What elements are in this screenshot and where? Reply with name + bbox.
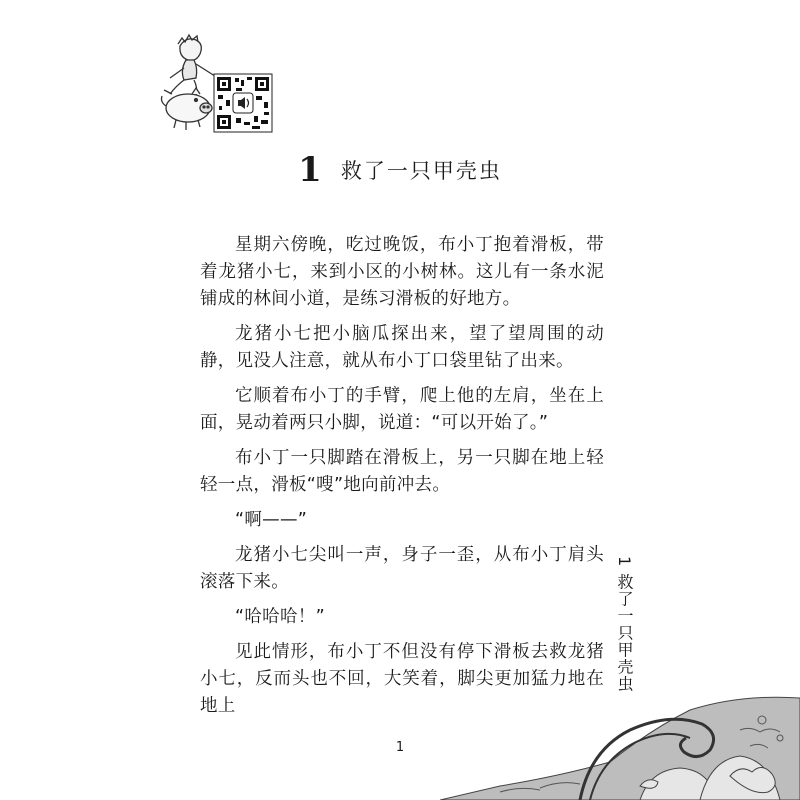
chapter-heading bbox=[0, 150, 800, 190]
qr-code-icon[interactable] bbox=[214, 74, 272, 132]
body-text bbox=[200, 232, 604, 728]
header-illustration bbox=[140, 28, 290, 138]
paragraph: 龙猪小七把小脑瓜探出来，望了望周围的动静，见没人注意，就从布小丁口袋里钻了出来。 bbox=[200, 324, 604, 371]
page-number: 1 bbox=[395, 740, 405, 755]
chapter-number: 1 bbox=[298, 150, 322, 190]
boy-illustration bbox=[164, 35, 218, 96]
paragraph: 见此情形，布小丁不但没有停下滑板去救龙猪小七，反而头也不回，大笑着，脚尖更加猛力地在地上 bbox=[200, 642, 604, 716]
paragraph: “哈哈哈！” bbox=[235, 607, 325, 627]
side-running-title: 1 救了一只甲壳虫 bbox=[615, 556, 634, 693]
paragraph: “啊——” bbox=[235, 510, 308, 530]
paragraph: 它顺着布小丁的手臂，爬上他的左肩，坐在上面，晃动着两只小脚，说道：“可以开始了。” bbox=[200, 386, 604, 433]
corner-plant-illustration bbox=[440, 690, 800, 800]
paragraph: 布小丁一只脚踏在滑板上，另一只脚在地上轻轻一点，滑板“嗖”地向前冲去。 bbox=[200, 448, 604, 495]
pig-illustration bbox=[162, 88, 213, 130]
chapter-title: 救了一只甲壳虫 bbox=[340, 159, 502, 183]
paragraph: 星期六傍晚，吃过晚饭，布小丁抱着滑板，带着龙猪小七，来到小区的小树林。这儿有一条水泥铺成的林间小道，是练习滑板的好地方。 bbox=[200, 235, 604, 309]
paragraph: 龙猪小七尖叫一声，身子一歪，从布小丁肩头滚落下来。 bbox=[200, 545, 604, 592]
